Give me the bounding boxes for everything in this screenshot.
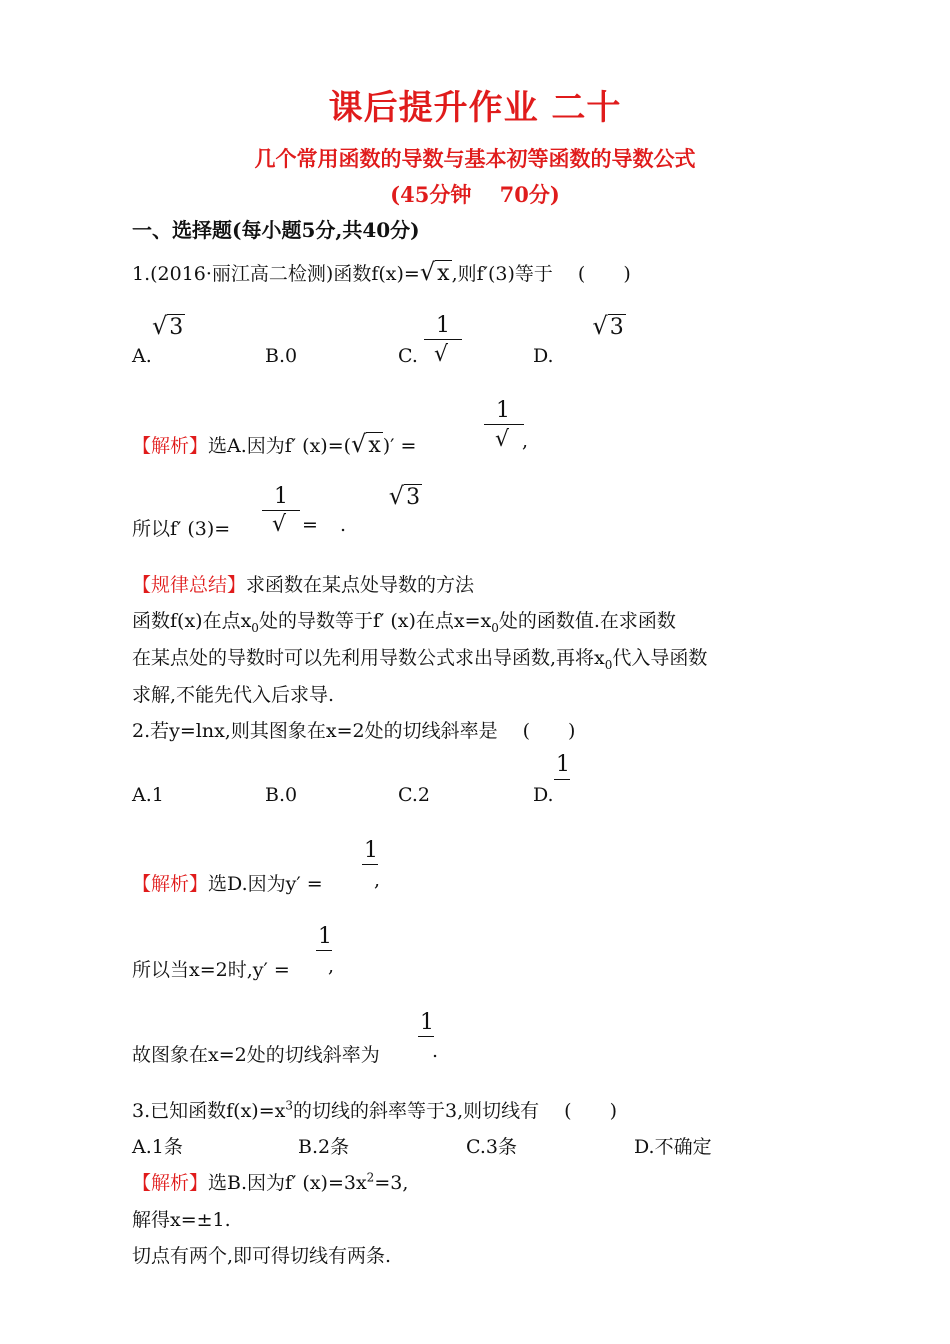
- q2-option-d-fraction-bar: [554, 779, 570, 780]
- q2-option-a: A.1: [132, 784, 164, 806]
- q1-option-d-label: D.: [533, 345, 554, 367]
- q1-option-a-math: √3: [152, 312, 184, 340]
- q1-stem-suffix: ,则f′(3)等于 ( ): [451, 263, 631, 285]
- time-info: (45分钟 70分): [390, 182, 560, 207]
- q1-line2-sqrt-icon: √: [272, 512, 287, 537]
- q3-option-b: B.2条: [298, 1136, 350, 1158]
- q1-stem-sqrt: √x: [419, 258, 450, 286]
- q2-option-d-label: D.: [533, 784, 554, 806]
- q1-analysis-numerator: 1: [496, 398, 510, 423]
- q2-line3-numerator: 1: [420, 1010, 434, 1035]
- q2-analysis-end: ,: [374, 869, 381, 891]
- q1-line2-prefix: 所以f′ (3)=: [132, 518, 231, 540]
- q2-analysis-text: 选D.因为y′ =: [208, 873, 323, 895]
- q1-analysis-sqrt-icon: √: [495, 427, 510, 452]
- q1-rule: [132, 570, 474, 597]
- q1-analysis: [132, 430, 416, 458]
- q1-line2-end: .: [340, 514, 347, 536]
- q1-rule-title: 求函数在某点处导数的方法: [246, 574, 475, 596]
- q2-line3: 故图象在x=2处的切线斜率为: [132, 1044, 380, 1066]
- q1-analysis-end: ,: [522, 430, 529, 452]
- q1-option-a-label: A.: [132, 345, 152, 367]
- q1-analysis-text: 选A.因为f′ (x)=(: [208, 435, 352, 457]
- q1-line2-fraction-bar: [262, 510, 300, 511]
- q2-line3-fraction-bar: [418, 1036, 434, 1037]
- q1-analysis-after: )′ =: [382, 435, 417, 457]
- q2-analysis-fraction-bar: [362, 864, 378, 865]
- section-heading: 一、选择题(每小题5分,共40分): [132, 218, 420, 242]
- q1-rule-line1: 函数f(x)在点$x_0$处的导数等于f′ (x)在点$x=x_0$处的函数值.在求函数: [132, 610, 676, 635]
- q1-option-c-numerator: 1: [436, 313, 450, 338]
- q1-line2-numerator: 1: [274, 484, 288, 509]
- q3-analysis: 【解析】选B.因为f′ $(x)=3x^2=3$,: [132, 1170, 409, 1194]
- q2-line3-end: .: [432, 1040, 439, 1062]
- q2-analysis-numerator: 1: [364, 838, 378, 863]
- q1-option-c-sqrt-icon: √: [434, 342, 449, 367]
- q1-line2-eq: =: [302, 514, 318, 536]
- q2-analysis: [132, 869, 323, 896]
- q1-stem: [132, 258, 631, 286]
- q1-option-c-fraction-bar: [424, 339, 462, 340]
- q3-option-c: C.3条: [466, 1136, 517, 1158]
- q1-option-d-math: √3: [592, 312, 624, 340]
- q3-option-a: A.1条: [132, 1136, 183, 1158]
- q1-line2-sqrt: √3: [388, 482, 421, 510]
- q1-rule-line3: 求解,不能先代入后求导.: [132, 684, 335, 706]
- q2-line2-fraction-bar: [316, 950, 332, 951]
- q3-analysis-tag: 【解析】: [132, 1172, 209, 1194]
- q2-option-c: C.2: [398, 784, 430, 806]
- q1-rule-line2: 在某点处的导数时可以先利用导数公式求出导函数,再将$x_0$代入导函数: [132, 647, 708, 672]
- q1-option-b: B.0: [265, 345, 298, 367]
- q2-analysis-tag: 【解析】: [132, 873, 209, 895]
- q3-option-d: D.不确定: [634, 1136, 712, 1158]
- q2-line2-numerator: 1: [318, 924, 332, 949]
- q3-line3: 切点有两个,即可得切线有两条.: [132, 1245, 392, 1267]
- q1-analysis-sqrt: √x: [351, 430, 381, 458]
- q2-stem: 2.若y=lnx,则其图象在x=2处的切线斜率是 ( ): [132, 720, 576, 742]
- q2-line2-end: ,: [328, 955, 335, 977]
- q1-rule-tag: 【规律总结】: [132, 574, 247, 596]
- q1-option-c-label: C.: [398, 345, 418, 367]
- q3-line2: 解得x=±1.: [132, 1209, 231, 1231]
- q1-analysis-fraction-bar: [484, 424, 524, 425]
- q2-option-d-numerator: 1: [556, 752, 570, 777]
- q1-analysis-tag: 【解析】: [132, 435, 209, 457]
- q2-option-b: B.0: [265, 784, 298, 806]
- q2-line2: 所以当x=2时,y′ =: [132, 959, 290, 981]
- page-title: 课后提升作业 二十: [328, 88, 622, 128]
- q1-stem-prefix: 1.(2016·丽江高二检测)函数f(x)=: [132, 263, 420, 285]
- page-subtitle: 几个常用函数的导数与基本初等函数的导数公式: [254, 146, 696, 171]
- q3-stem: 3.已知函数$f(x)=x^3$的切线的斜率等于3,则切线有 ( ): [132, 1098, 617, 1122]
